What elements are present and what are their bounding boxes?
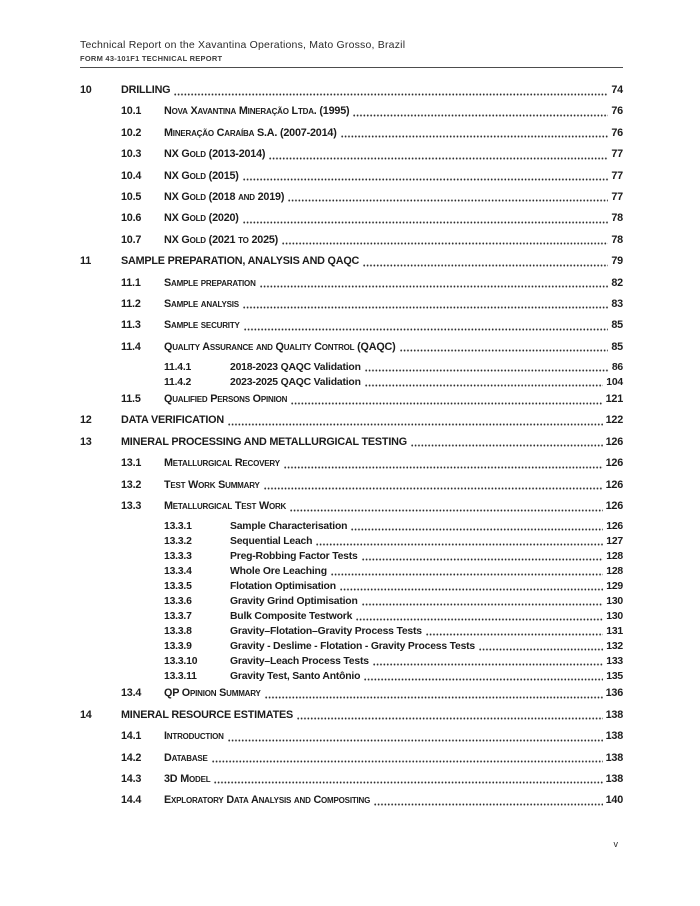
toc-entry-number: 11.4	[121, 340, 141, 353]
toc-entry-page: 138	[605, 730, 623, 743]
toc-entry-page: 83	[611, 297, 623, 310]
toc-entry-number: 13.4	[121, 687, 142, 700]
toc-entry-page: 78	[611, 212, 623, 225]
toc-entry-page: 121	[605, 393, 623, 406]
toc-entry-title: NX Gold (2015)	[164, 169, 239, 182]
toc-entry-page: 128	[606, 551, 623, 563]
toc-entry-number: 13.3.10	[164, 656, 198, 668]
toc-entry-page: 85	[611, 340, 623, 353]
toc-entry-number: 11	[80, 255, 92, 268]
toc-entry-number: 10.2	[121, 126, 142, 139]
toc-entry	[80, 298, 623, 311]
toc-entry-title: 3D Model	[164, 772, 211, 785]
dot-leader	[340, 588, 603, 591]
toc-entry	[80, 84, 623, 97]
toc-entry-title: Sample preparation	[164, 276, 256, 289]
toc-entry-page: 79	[611, 255, 623, 268]
toc-entry-number: 13.3.11	[164, 671, 197, 683]
toc-entry	[80, 641, 623, 652]
dot-leader	[362, 603, 604, 606]
dot-leader	[353, 114, 608, 117]
toc-entry-page: 77	[611, 148, 623, 161]
toc-entry-page: 74	[611, 84, 623, 96]
toc-entry-number: 11.4.1	[164, 362, 192, 374]
toc-entry	[80, 656, 623, 667]
toc-entry-page: 129	[606, 581, 623, 593]
toc-entry-number: 13.3.9	[164, 641, 192, 653]
toc-entry-page: 133	[606, 656, 623, 668]
toc-entry	[80, 436, 623, 449]
dot-leader	[365, 369, 609, 372]
toc-entry	[80, 500, 623, 513]
dot-leader	[214, 781, 602, 784]
dot-leader	[265, 696, 603, 699]
toc-entry-page: 82	[611, 276, 623, 289]
toc-entry-page: 138	[605, 751, 623, 764]
toc-entry	[80, 105, 623, 118]
toc-entry-number: 10.5	[121, 190, 142, 203]
dot-leader	[374, 803, 602, 806]
toc-entry-number: 10.6	[121, 212, 142, 225]
page-number-footer: v	[613, 839, 618, 849]
toc-entry-title: Exploratory Data Analysis and Compositing	[164, 794, 371, 807]
toc-entry-title: 2018-2023 QAQC Validation	[230, 362, 361, 374]
toc-entry-page: 77	[611, 190, 623, 203]
toc-entry-number: 13.3.6	[164, 596, 192, 608]
toc-entry-title: 2023-2025 QAQC Validation	[230, 377, 361, 389]
toc-entry	[80, 234, 623, 247]
toc-entry-title: Gravity Grind Optimisation	[230, 596, 358, 608]
toc-entry-number: 13.3.8	[164, 626, 192, 638]
toc-entry-page: 136	[605, 687, 623, 700]
toc-entry	[80, 551, 623, 562]
toc-entry-page: 138	[605, 772, 623, 785]
toc-entry-number: 13.3.1	[164, 521, 192, 533]
dot-leader	[260, 285, 609, 288]
toc-entry	[80, 709, 623, 722]
toc-entry-number: 13.2	[121, 478, 142, 491]
dot-leader	[291, 402, 602, 405]
dot-leader	[351, 528, 603, 531]
toc-entry-number: 10.7	[121, 233, 142, 246]
header-report-title: Technical Report on the Xavantina Operations, Mato Grosso, Brazil	[80, 39, 406, 51]
toc-entry-page: 126	[605, 457, 623, 470]
dot-leader	[243, 306, 608, 309]
toc-entry-page: 135	[606, 671, 623, 683]
toc-entry-title: SAMPLE PREPARATION, ANALYSIS AND QAQC	[121, 255, 360, 268]
toc-entry-title: QP Opinion Summary	[164, 687, 261, 700]
toc-entry-page: 138	[605, 708, 623, 721]
toc-entry-page: 126	[605, 500, 623, 513]
header-form-subtitle: FORM 43-101F1 TECHNICAL REPORT	[80, 54, 223, 63]
toc-entry	[80, 341, 623, 354]
toc-entry-title: Sample security	[164, 319, 240, 332]
toc-entry-number: 14.1	[121, 730, 142, 743]
toc-entry-number: 13	[80, 435, 92, 448]
dot-leader	[341, 135, 609, 138]
toc-entry-title: Gravity Test, Santo Antônio	[230, 671, 361, 683]
toc-entry-number: 11.1	[121, 276, 141, 289]
dot-leader	[363, 264, 608, 267]
toc-entry-title: Sequential Leach	[230, 536, 313, 548]
dot-leader	[290, 509, 602, 512]
toc-entry-page: 76	[611, 126, 623, 139]
dot-leader	[288, 199, 608, 202]
toc-entry-page: 131	[606, 626, 623, 638]
toc-entry	[80, 148, 623, 161]
toc-entry	[80, 581, 623, 592]
toc-entry	[80, 277, 623, 290]
toc-entry-title: Nova Xavantina Mineração Ltda. (1995)	[164, 105, 350, 118]
toc-entry	[80, 730, 623, 743]
toc-entry-page: 78	[611, 233, 623, 246]
toc-entry	[80, 611, 623, 622]
toc-entry-title: Sample Characterisation	[230, 521, 348, 533]
toc-entry-title: Bulk Composite Testwork	[230, 611, 353, 623]
toc-entry-title: Qualified Persons Opinion	[164, 393, 288, 406]
toc-entry-title: Introduction	[164, 730, 224, 743]
toc-entry	[80, 596, 623, 607]
dot-leader	[356, 618, 603, 621]
toc-entry-page: 140	[605, 794, 623, 807]
toc-entry	[80, 794, 623, 807]
dot-leader	[228, 423, 603, 426]
toc-entry-title: NX Gold (2013-2014)	[164, 148, 266, 161]
toc-entry-page: 86	[611, 362, 623, 374]
toc-entry-number: 14.4	[121, 794, 142, 807]
dot-leader	[297, 717, 603, 720]
toc-entry-title: DRILLING	[121, 84, 171, 96]
dot-leader	[411, 444, 603, 447]
toc-entry-number: 10.4	[121, 169, 142, 182]
toc-entry-number: 13.3.7	[164, 611, 192, 623]
dot-leader	[243, 221, 609, 224]
dot-leader	[282, 242, 608, 245]
toc-entry	[80, 752, 623, 765]
toc-entry-title: Whole Ore Leaching	[230, 566, 327, 578]
toc-entry-title: Metallurgical Test Work	[164, 500, 287, 513]
dot-leader	[284, 466, 603, 469]
toc-entry-number: 11.3	[121, 319, 141, 332]
toc-entry-page: 126	[605, 435, 623, 448]
page-header	[80, 39, 623, 68]
toc-entry	[80, 362, 623, 373]
toc-entry	[80, 479, 623, 492]
toc-entry-title: Flotation Optimisation	[230, 581, 336, 593]
toc-entry-number: 14	[80, 708, 92, 721]
toc-entry-number: 10.3	[121, 148, 142, 161]
toc-entry-page: 130	[606, 596, 623, 608]
toc-entry-title: Gravity–Leach Process Tests	[230, 656, 369, 668]
toc-entry-title: NX Gold (2020)	[164, 212, 239, 225]
header-rule	[80, 67, 623, 68]
toc-entry-page: 130	[606, 611, 623, 623]
toc-entry-title: Gravity–Flotation–Gravity Process Tests	[230, 626, 422, 638]
dot-leader	[365, 384, 604, 387]
toc-entry	[80, 536, 623, 547]
toc-entry-number: 13.3.5	[164, 581, 192, 593]
dot-leader	[269, 157, 608, 160]
toc-entry-title: MINERAL RESOURCE ESTIMATES	[121, 708, 293, 721]
toc-entry-number: 10	[80, 84, 92, 96]
dot-leader	[364, 678, 603, 681]
toc-entry	[80, 566, 623, 577]
dot-leader	[400, 349, 609, 352]
toc-entry-title: Gravity - Deslime - Flotation - Gravity Process Tests	[230, 641, 476, 653]
toc-entry-number: 11.2	[121, 297, 141, 310]
toc-entry	[80, 212, 623, 225]
toc-entry-title: Database	[164, 751, 208, 764]
toc-entry	[80, 671, 623, 682]
dot-leader	[479, 648, 603, 651]
toc-entry-page: 122	[605, 414, 623, 427]
toc-entry	[80, 191, 623, 204]
toc-entry	[80, 626, 623, 637]
toc-entry-page: 126	[606, 521, 623, 533]
toc-entry-number: 13.3	[121, 500, 142, 513]
toc-entry-page: 132	[606, 641, 623, 653]
toc-entry-page: 76	[611, 105, 623, 118]
dot-leader	[331, 573, 603, 576]
toc-entry	[80, 687, 623, 700]
toc-entry-title: Quality Assurance and Quality Control (QAQC)	[164, 340, 396, 353]
toc-entry-number: 11.5	[121, 393, 141, 406]
toc-entry-page: 85	[611, 319, 623, 332]
toc-entry	[80, 457, 623, 470]
toc-entry	[80, 414, 623, 427]
dot-leader	[264, 487, 603, 490]
dot-leader	[316, 543, 603, 546]
toc-entry-title: Metallurgical Recovery	[164, 457, 280, 470]
toc-entry-page: 77	[611, 169, 623, 182]
dot-leader	[426, 633, 603, 636]
toc-entry-page: 127	[606, 536, 623, 548]
toc-entry-title: DATA VERIFICATION	[121, 414, 224, 427]
toc-entry-title: NX Gold (2018 and 2019)	[164, 190, 285, 203]
toc-entry	[80, 127, 623, 140]
toc-entry-number: 13.1	[121, 457, 142, 470]
dot-leader	[243, 178, 609, 181]
toc-entry-number: 14.2	[121, 751, 142, 764]
toc-entry-number: 12	[80, 414, 92, 427]
toc-entry-number: 13.3.3	[164, 551, 192, 563]
dot-leader	[362, 558, 604, 561]
toc-entry	[80, 521, 623, 532]
toc-entry-number: 11.4.2	[164, 377, 192, 389]
toc-entry-number: 13.3.2	[164, 536, 192, 548]
toc-entry-number: 13.3.4	[164, 566, 192, 578]
toc-entry-title: NX Gold (2021 to 2025)	[164, 233, 279, 246]
toc-entry	[80, 393, 623, 406]
dot-leader	[212, 760, 603, 763]
toc-entry-page: 128	[606, 566, 623, 578]
toc-entry	[80, 773, 623, 786]
dot-leader	[174, 93, 608, 96]
dot-leader	[373, 663, 603, 666]
toc-entry	[80, 255, 623, 268]
toc-entry-page: 104	[606, 377, 623, 389]
toc-entry-title: Sample analysis	[164, 297, 239, 310]
toc-entry-page: 126	[605, 478, 623, 491]
toc-entry	[80, 377, 623, 388]
table-of-contents	[80, 84, 623, 816]
dot-leader	[244, 328, 609, 331]
toc-entry-number: 14.3	[121, 772, 142, 785]
toc-entry	[80, 319, 623, 332]
toc-entry-title: MINERAL PROCESSING AND METALLURGICAL TESTING	[121, 435, 407, 448]
toc-entry	[80, 170, 623, 183]
dot-leader	[228, 739, 603, 742]
toc-entry-number: 10.1	[121, 105, 142, 118]
toc-entry-title: Mineração Caraíba S.A. (2007-2014)	[164, 126, 337, 139]
toc-entry-title: Preg-Robbing Factor Tests	[230, 551, 358, 563]
toc-entry-title: Test Work Summary	[164, 478, 260, 491]
